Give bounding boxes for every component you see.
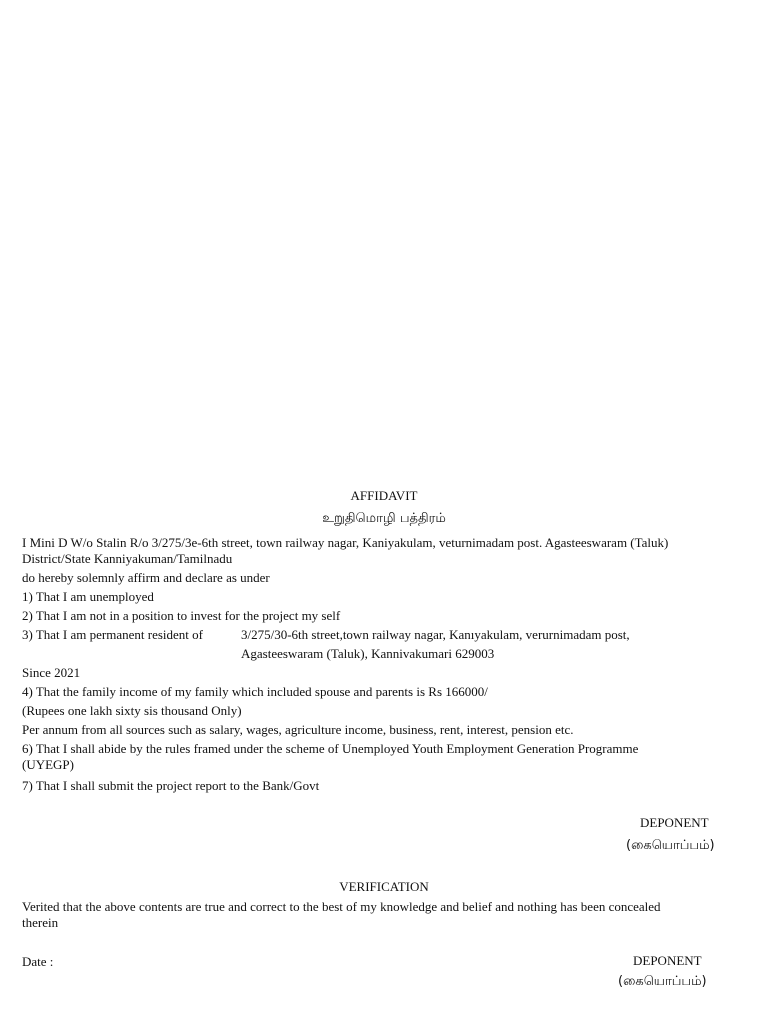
declare-line: do hereby solemnly affirm and declare as under: [22, 570, 270, 585]
item-3-label: 3) That I am permanent resident of: [22, 627, 203, 642]
verification-line-2: therein: [22, 915, 59, 930]
signature-label-tamil-1: (கையொப்பம்): [626, 838, 715, 853]
since-line: Since 2021: [22, 665, 81, 680]
item-6-line-2: (UYEGP): [22, 757, 74, 772]
intro-line-1: I Mini D W/o Stalin R/o 3/275/3e-6th street, town railway nagar, Kaniyakulam, veturnimadam post. Agasteeswaram (Taluk): [22, 535, 669, 550]
item-3-address-line-1: 3/275/30-6th street,town railway nagar, Kanıyakulam, verurnimadam post,: [241, 627, 630, 642]
deponent-label-2: DEPONENT: [633, 953, 702, 968]
date-label: Date :: [22, 954, 54, 969]
item-7: 7) That I shall submit the project report to the Bank/Govt: [22, 778, 320, 793]
item-6-line-1: 6) That I shall abide by the rules framed under the scheme of Unemployed Youth Employment Generation Programme: [22, 741, 639, 756]
affidavit-title-tamil: உறுதிமொழி பத்திரம்: [322, 511, 446, 526]
item-2: 2) That I am not in a position to invest for the project my self: [22, 608, 341, 623]
item-4: 4) That the family income of my family which included spouse and parents is Rs 166000/: [22, 684, 488, 699]
signature-label-tamil-2: (கையொப்பம்): [618, 974, 707, 989]
verification-title: VERIFICATION: [339, 879, 429, 894]
affidavit-title: AFFIDAVIT: [350, 488, 418, 503]
deponent-label-1: DEPONENT: [640, 815, 709, 830]
intro-line-2: District/State Kanniyakuman/Tamilnadu: [22, 551, 233, 566]
per-annum-line: Per annum from all sources such as salary, wages, agriculture income, business, rent, interest, pension etc.: [22, 722, 574, 737]
item-4-in-words: (Rupees one lakh sixty sis thousand Only): [22, 703, 242, 718]
item-1: 1) That I am unemployed: [22, 589, 154, 604]
verification-line-1: Verited that the above contents are true and correct to the best of my knowledge and belief and nothing has been concealed: [22, 899, 661, 914]
item-3-address-line-2: Agasteeswaram (Taluk), Kannivakumari 629003: [241, 646, 495, 661]
